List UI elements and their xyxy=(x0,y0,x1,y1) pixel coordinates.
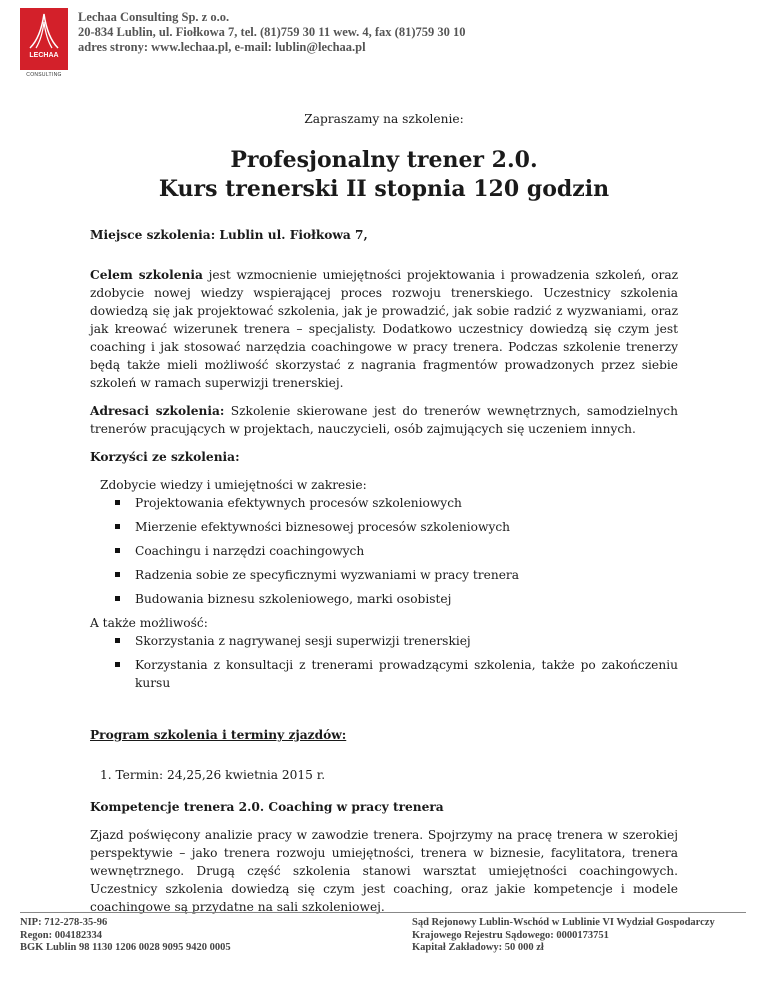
company-info xyxy=(78,10,466,55)
footer-court: Sąd Rejonowy Lublin-Wschód w Lublinie VI Wydział Gospodarczy xyxy=(412,917,715,928)
letterhead xyxy=(0,0,768,90)
company-name: Lechaa Consulting Sp. z o.o. xyxy=(78,10,230,24)
goal-text: jest wzmocnienie umiejętności projektowania i prowadzenia szkoleń, oraz zdobycie nowej wiedzy wspierającej proces rozwoju trenerskiego. Uczestnicy szkolenia dowiedzą się jak projektować szkolenia, jak je prowadzić, jak sobie radzić z wyzwaniami, oraz jak kreować wizerunek trenera – specjalisty. Dodatkowo uczestnicy dowiedzą się czym jest coaching i jak stosować narzędzia coachingowe w pracy trenera. Podczas szkolenie trenerzy będą także mieli możliwość skorzystać z nagrania fragmentów prowadzonych przez siebie szkoleń w ramach superwizji trenerskiej. xyxy=(90,268,678,390)
title-line-1: Profesjonalny trener 2.0. xyxy=(230,147,538,173)
also-list xyxy=(90,632,678,692)
list-item: Radzenia sobie ze specyficznymi wyzwaniami w pracy trenera xyxy=(135,566,678,584)
company-web: adres strony: www.lechaa.pl, e-mail: lublin@lechaa.pl xyxy=(78,40,366,54)
also-intro: A także możliwość: xyxy=(90,616,208,630)
list-item: Korzystania z konsultacji z trenerami prowadzącymi szkolenia, także po zakończeniu kursu xyxy=(135,658,678,690)
benefits-intro: Zdobycie wiedzy i umiejętności w zakresie: xyxy=(100,478,367,492)
title-line-2: Kurs trenerski II stopnia 120 godzin xyxy=(158,176,610,202)
invite-line: Zapraszamy na szkolenie: xyxy=(304,112,464,126)
company-logo xyxy=(20,8,68,80)
list-item: Mierzenie efektywności biznesowej procesów szkoleniowych xyxy=(135,518,678,536)
audience-label: Adresaci szkolenia: xyxy=(90,404,225,418)
goal-paragraph xyxy=(90,266,678,392)
goal-label: Celem szkolenia xyxy=(90,268,203,282)
footer-capital: Kapitał Zakładowy: 50 000 zł xyxy=(412,942,544,953)
document-body xyxy=(90,110,678,926)
footer-krs: Krajowego Rejestru Sądowego: 0000173751 xyxy=(412,929,609,941)
footer-nip: NIP: 712-278-35-96 xyxy=(20,917,108,928)
logo-subtitle: CONSULTING xyxy=(26,72,62,78)
benefits-heading: Korzyści ze szkolenia: xyxy=(90,450,240,464)
page-title xyxy=(90,146,678,204)
logo-wordmark: LECHAA xyxy=(29,52,59,59)
footer-right xyxy=(412,917,715,955)
list-item: Projektowania efektywnych procesów szkoleniowych xyxy=(135,494,678,512)
footer-bank: BGK Lublin 98 1130 1206 0028 9095 9420 0005 xyxy=(20,942,231,953)
list-item: Skorzystania z nagrywanej sesji superwizji trenerskiej xyxy=(135,632,678,650)
footer-left xyxy=(20,917,231,955)
program-heading: Program szkolenia i terminy zjazdów: xyxy=(90,728,347,742)
list-item: Budowania biznesu szkoleniowego, marki osobistej xyxy=(135,590,678,608)
company-address: 20-834 Lublin, ul. Fiołkowa 7, tel. (81)759 30 11 wew. 4, fax (81)759 30 10 xyxy=(78,25,466,39)
module-title: Kompetencje trenera 2.0. Coaching w pracy trenera xyxy=(90,800,444,814)
term-item: 1. Termin: 24,25,26 kwietnia 2015 r. xyxy=(100,768,326,782)
benefits-list xyxy=(90,494,678,608)
list-item: Coachingu i narzędzi coachingowych xyxy=(135,542,678,560)
footer-regon: Regon: 004182334 xyxy=(20,929,102,941)
footer xyxy=(20,912,746,953)
audience-paragraph xyxy=(90,402,678,438)
venue: Miejsce szkolenia: Lublin ul. Fiołkowa 7, xyxy=(90,228,368,242)
module-text: Zjazd poświęcony analizie pracy w zawodzie trenera. Spojrzymy na pracę trenera w szerokiej perspektywie – jako trenera rozwoju umiejętności, trenera w biznesie, facylitatora, trenera wewnętrznego. Drugą część szkolenia stanowi warsztat umiejętności coachingowych. Uczestnicy szkolenia dowiedzą się czym jest coaching, oraz jakie kompetencje i modele coachingowe są przydatne na sali szkoleniowej. xyxy=(90,828,678,914)
logo-arch-icon xyxy=(20,8,68,52)
audience-text: Szkolenie skierowane jest do trenerów wewnętrznych, samodzielnych trenerów pracujących w projektach, nauczycieli, osób zajmujących się uczeniem innych. xyxy=(90,404,678,436)
logo-box xyxy=(20,8,68,70)
